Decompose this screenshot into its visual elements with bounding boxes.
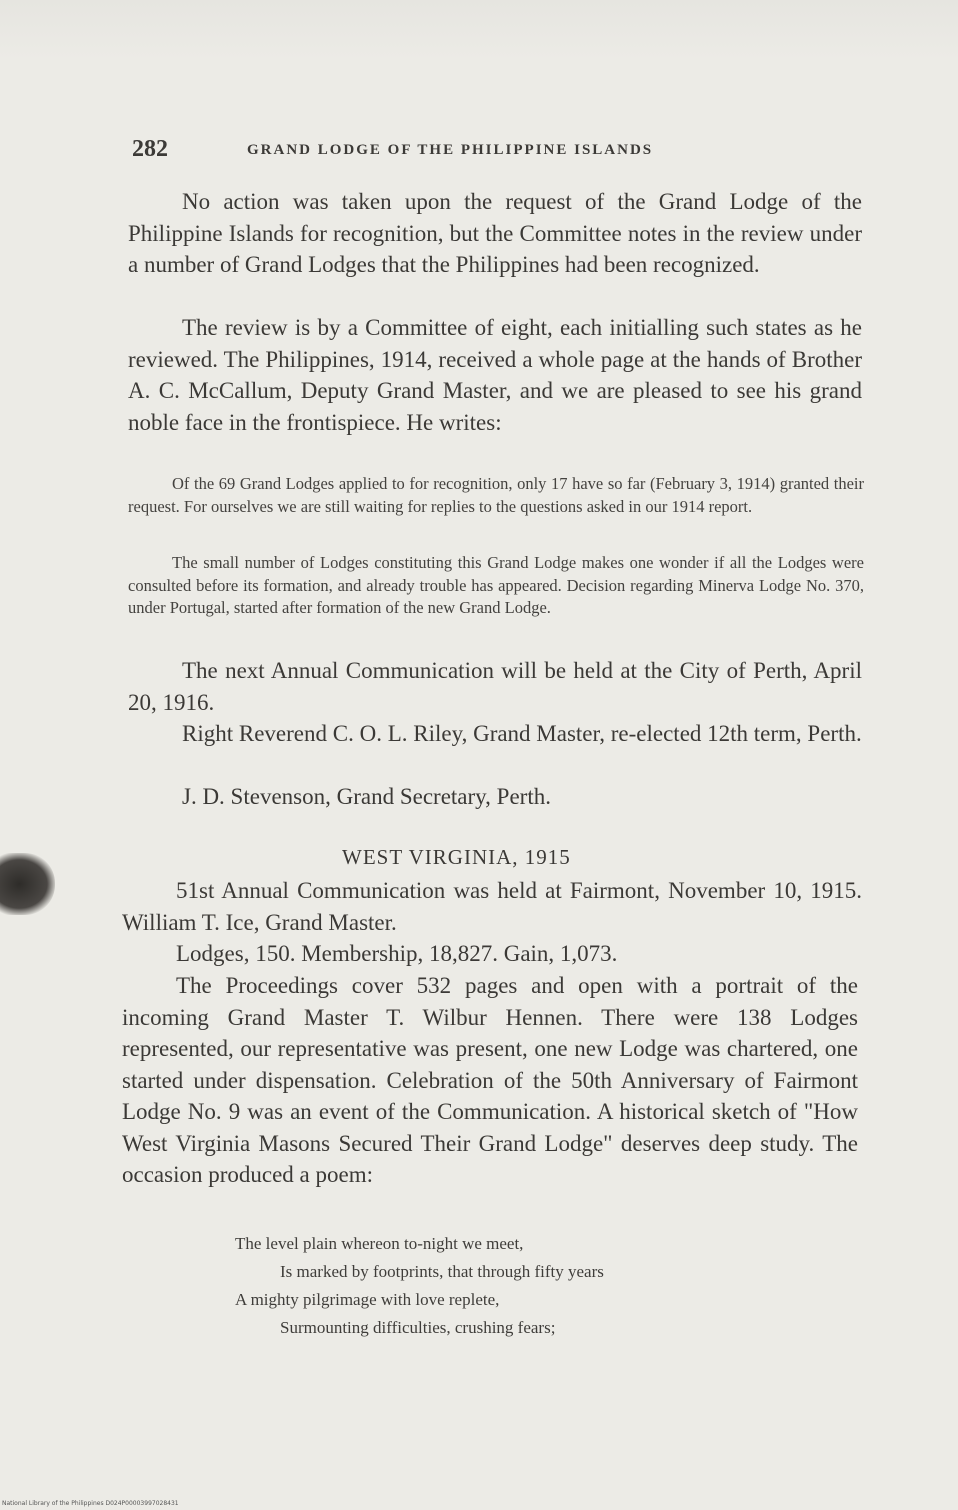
poem-line: Is marked by footprints, that through fifty years: [280, 1262, 604, 1281]
page-header: [132, 136, 812, 166]
running-head: GRAND LODGE OF THE PHILIPPINE ISLANDS: [247, 142, 654, 158]
scan-footer: National Library of the Philippines D024P00003997028431: [2, 1500, 179, 1507]
paragraph-next-communication: The next Annual Communication will be held at the City of Perth, April 20, 1916.: [128, 658, 862, 715]
paragraph-annual-communication: 51st Annual Communication was held at Fairmont, November 10, 1915. William T. Ice, Grand Master.: [122, 878, 862, 935]
poem-line: Surmounting difficulties, crushing fears;: [280, 1318, 556, 1337]
poem-line: The level plain whereon to-night we meet,: [235, 1234, 524, 1253]
paragraph-statistics: Lodges, 150. Membership, 18,827. Gain, 1,073.: [176, 941, 618, 966]
page-number: 282: [132, 136, 168, 162]
thumb-shadow: [0, 853, 55, 915]
quote-small-number: The small number of Lodges constituting this Grand Lodge makes one wonder if all the Lodges were consulted before its formation, and already trouble has appeared. Decision regarding Minerva Lodge No. 370, under Portugal, started after formation of the new Grand Lodge.: [128, 553, 864, 617]
paragraph-proceedings: The Proceedings cover 532 pages and open with a portrait of the incoming Grand Master T. Wilbur Hennen. There were 138 Lodges represented, our representative was present, one new Lodge was chartered, one started under dispensation. Celebration of the 50th Anniversary of Fairmont Lodge No. 9 was an event of the Communication. A historical sketch of "How West Virginia Masons Secured Their Grand Lodge" deserves deep study. The occasion produced a poem:: [122, 973, 858, 1187]
poem-line: A mighty pilgrimage with love replete,: [235, 1290, 500, 1309]
paragraph-grand-master: Right Reverend C. O. L. Riley, Grand Master, re-elected 12th term, Perth.: [182, 721, 862, 746]
paragraph-recognition: No action was taken upon the request of the Grand Lodge of the Philippine Islands for recognition, but the Committee notes in the review under a number of Grand Lodges that the Philippines had been recognized.: [128, 189, 862, 277]
page-top-shade: [0, 0, 958, 60]
paragraph-grand-secretary: J. D. Stevenson, Grand Secretary, Perth.: [182, 784, 551, 809]
section-title-west-virginia: WEST VIRGINIA, 1915: [342, 845, 571, 869]
poem: [235, 1230, 795, 1342]
quote-recognition: Of the 69 Grand Lodges applied to for recognition, only 17 have so far (February 3, 1914) granted their request. For ourselves we are still waiting for replies to the questions asked in our 1914 report.: [128, 474, 864, 516]
paragraph-review: The review is by a Committee of eight, each initialling such states as he reviewed. The Philippines, 1914, received a whole page at the hands of Brother A. C. McCallum, Deputy Grand Master, and we are pleased to see his grand noble face in the frontispiece. He writes:: [128, 315, 862, 435]
